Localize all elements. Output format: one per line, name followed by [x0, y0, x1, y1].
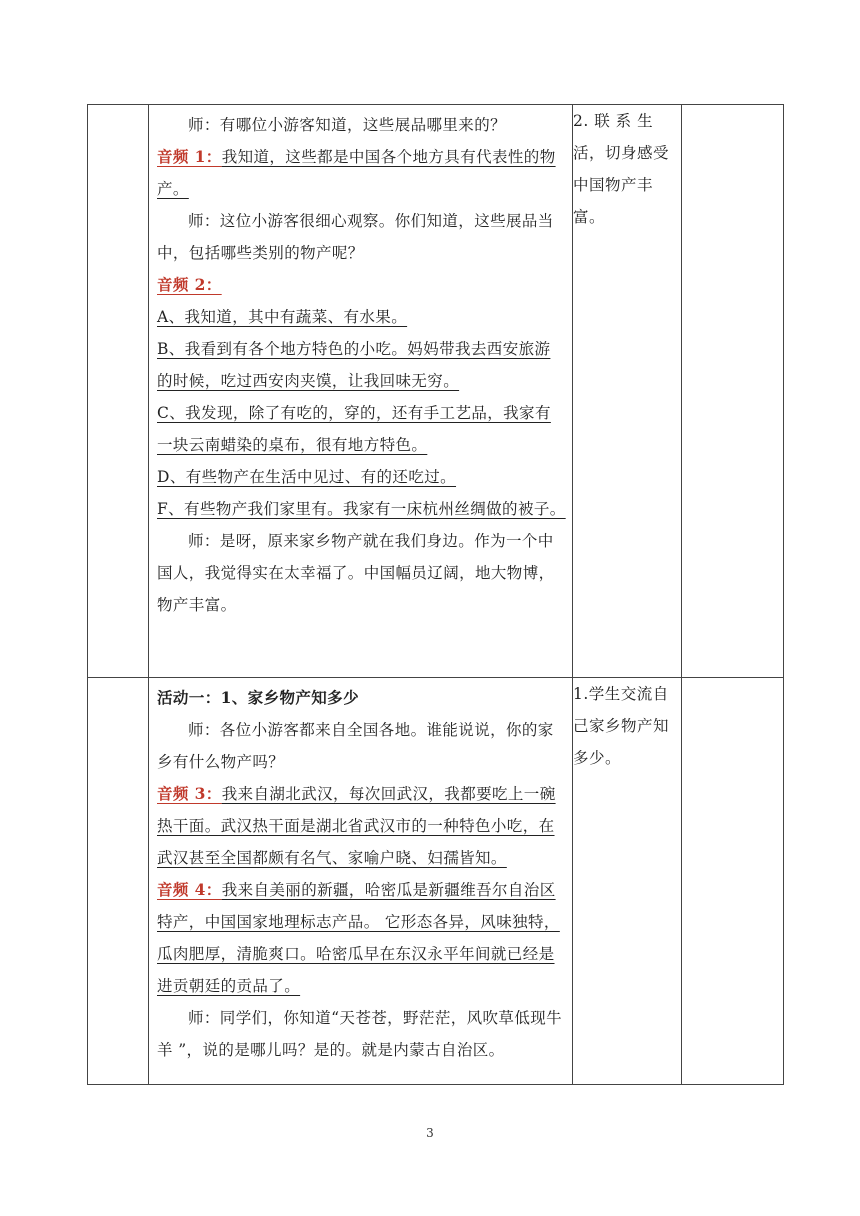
remark-cell — [682, 105, 784, 678]
student-answer — [157, 493, 566, 525]
student-answer — [157, 333, 566, 397]
audio-label: 音频 2： — [157, 275, 222, 294]
page-number: 3 — [426, 1126, 434, 1140]
stage-cell — [88, 105, 149, 678]
audio-text: 我来自美丽的新疆，哈密瓜是新疆维吾尔自治区特产，中国国家地理标志产品。 它形态各异，风味独特，瓜肉肥厚，清脆爽口。哈密瓜早在东汉永平年间就已经是进贡朝廷的贡品了。 — [157, 881, 560, 995]
stage-cell — [88, 678, 149, 1085]
teacher-line: 师：是呀，原来家乡物产就在我们身边。作为一个中国人，我觉得实在太幸福了。中国幅员辽阔，地大物博，物产丰富。 — [157, 532, 555, 614]
teacher-line: 师：同学们，你知道“天苍苍，野茫茫，风吹草低现牛羊 ”，说的是哪儿吗？是的。就是内蒙古自治区。 — [157, 1009, 563, 1059]
student-answer — [157, 301, 566, 333]
intent-note: 1.学生交流自己家乡物产知多少。 — [573, 678, 682, 1085]
audio-line — [157, 778, 566, 874]
audio-line — [157, 269, 566, 301]
table-row — [88, 105, 784, 678]
student-answer — [157, 461, 566, 493]
answer-text: C、我发现，除了有吃的，穿的，还有手工艺品，我家有一块云南蜡染的桌布，很有地方特色。 — [157, 404, 551, 454]
lesson-table — [87, 104, 784, 1085]
activity-heading: 活动一：1、家乡物产知多少 — [157, 688, 359, 707]
intent-note: 2. 联 系 生活，切身感受中国物产丰富。 — [573, 105, 682, 678]
audio-line — [157, 874, 566, 1002]
teacher-line: 师：这位小游客很细心观察。你们知道，这些展品当中，包括哪些类别的物产呢？ — [157, 212, 554, 262]
remark-cell — [682, 678, 784, 1085]
audio-text: 我知道，这些都是中国各个地方具有代表性的物产。 — [157, 148, 556, 198]
audio-label: 音频 3： — [157, 784, 222, 803]
content-cell — [149, 678, 573, 1085]
answer-text: D、有些物产在生活中见过、有的还吃过。 — [157, 468, 457, 486]
audio-label: 音频 4： — [157, 880, 222, 899]
content-cell — [149, 105, 573, 678]
answer-text: F、有些物产我们家里有。我家有一床杭州丝绸做的被子。 — [157, 500, 566, 518]
content-body — [149, 678, 572, 1066]
table-row — [88, 678, 784, 1085]
content-body — [149, 105, 572, 621]
answer-text: A、我知道，其中有蔬菜、有水果。 — [157, 308, 408, 326]
answer-text: B、我看到有各个地方特色的小吃。妈妈带我去西安旅游的时候，吃过西安肉夹馍，让我回味无穷。 — [157, 340, 551, 390]
audio-text: 我来自湖北武汉，每次回武汉，我都要吃上一碗热干面。武汉热干面是湖北省武汉市的一种特色小吃，在武汉甚至全国都颇有名气、家喻户晓、妇孺皆知。 — [157, 785, 556, 867]
teacher-line: 师：各位小游客都来自全国各地。谁能说说，你的家乡有什么物产吗？ — [157, 721, 554, 771]
teacher-line: 师：有哪位小游客知道，这些展品哪里来的？ — [188, 116, 507, 134]
audio-line — [157, 141, 566, 205]
audio-label: 音频 1： — [157, 147, 222, 166]
student-answer — [157, 397, 566, 461]
